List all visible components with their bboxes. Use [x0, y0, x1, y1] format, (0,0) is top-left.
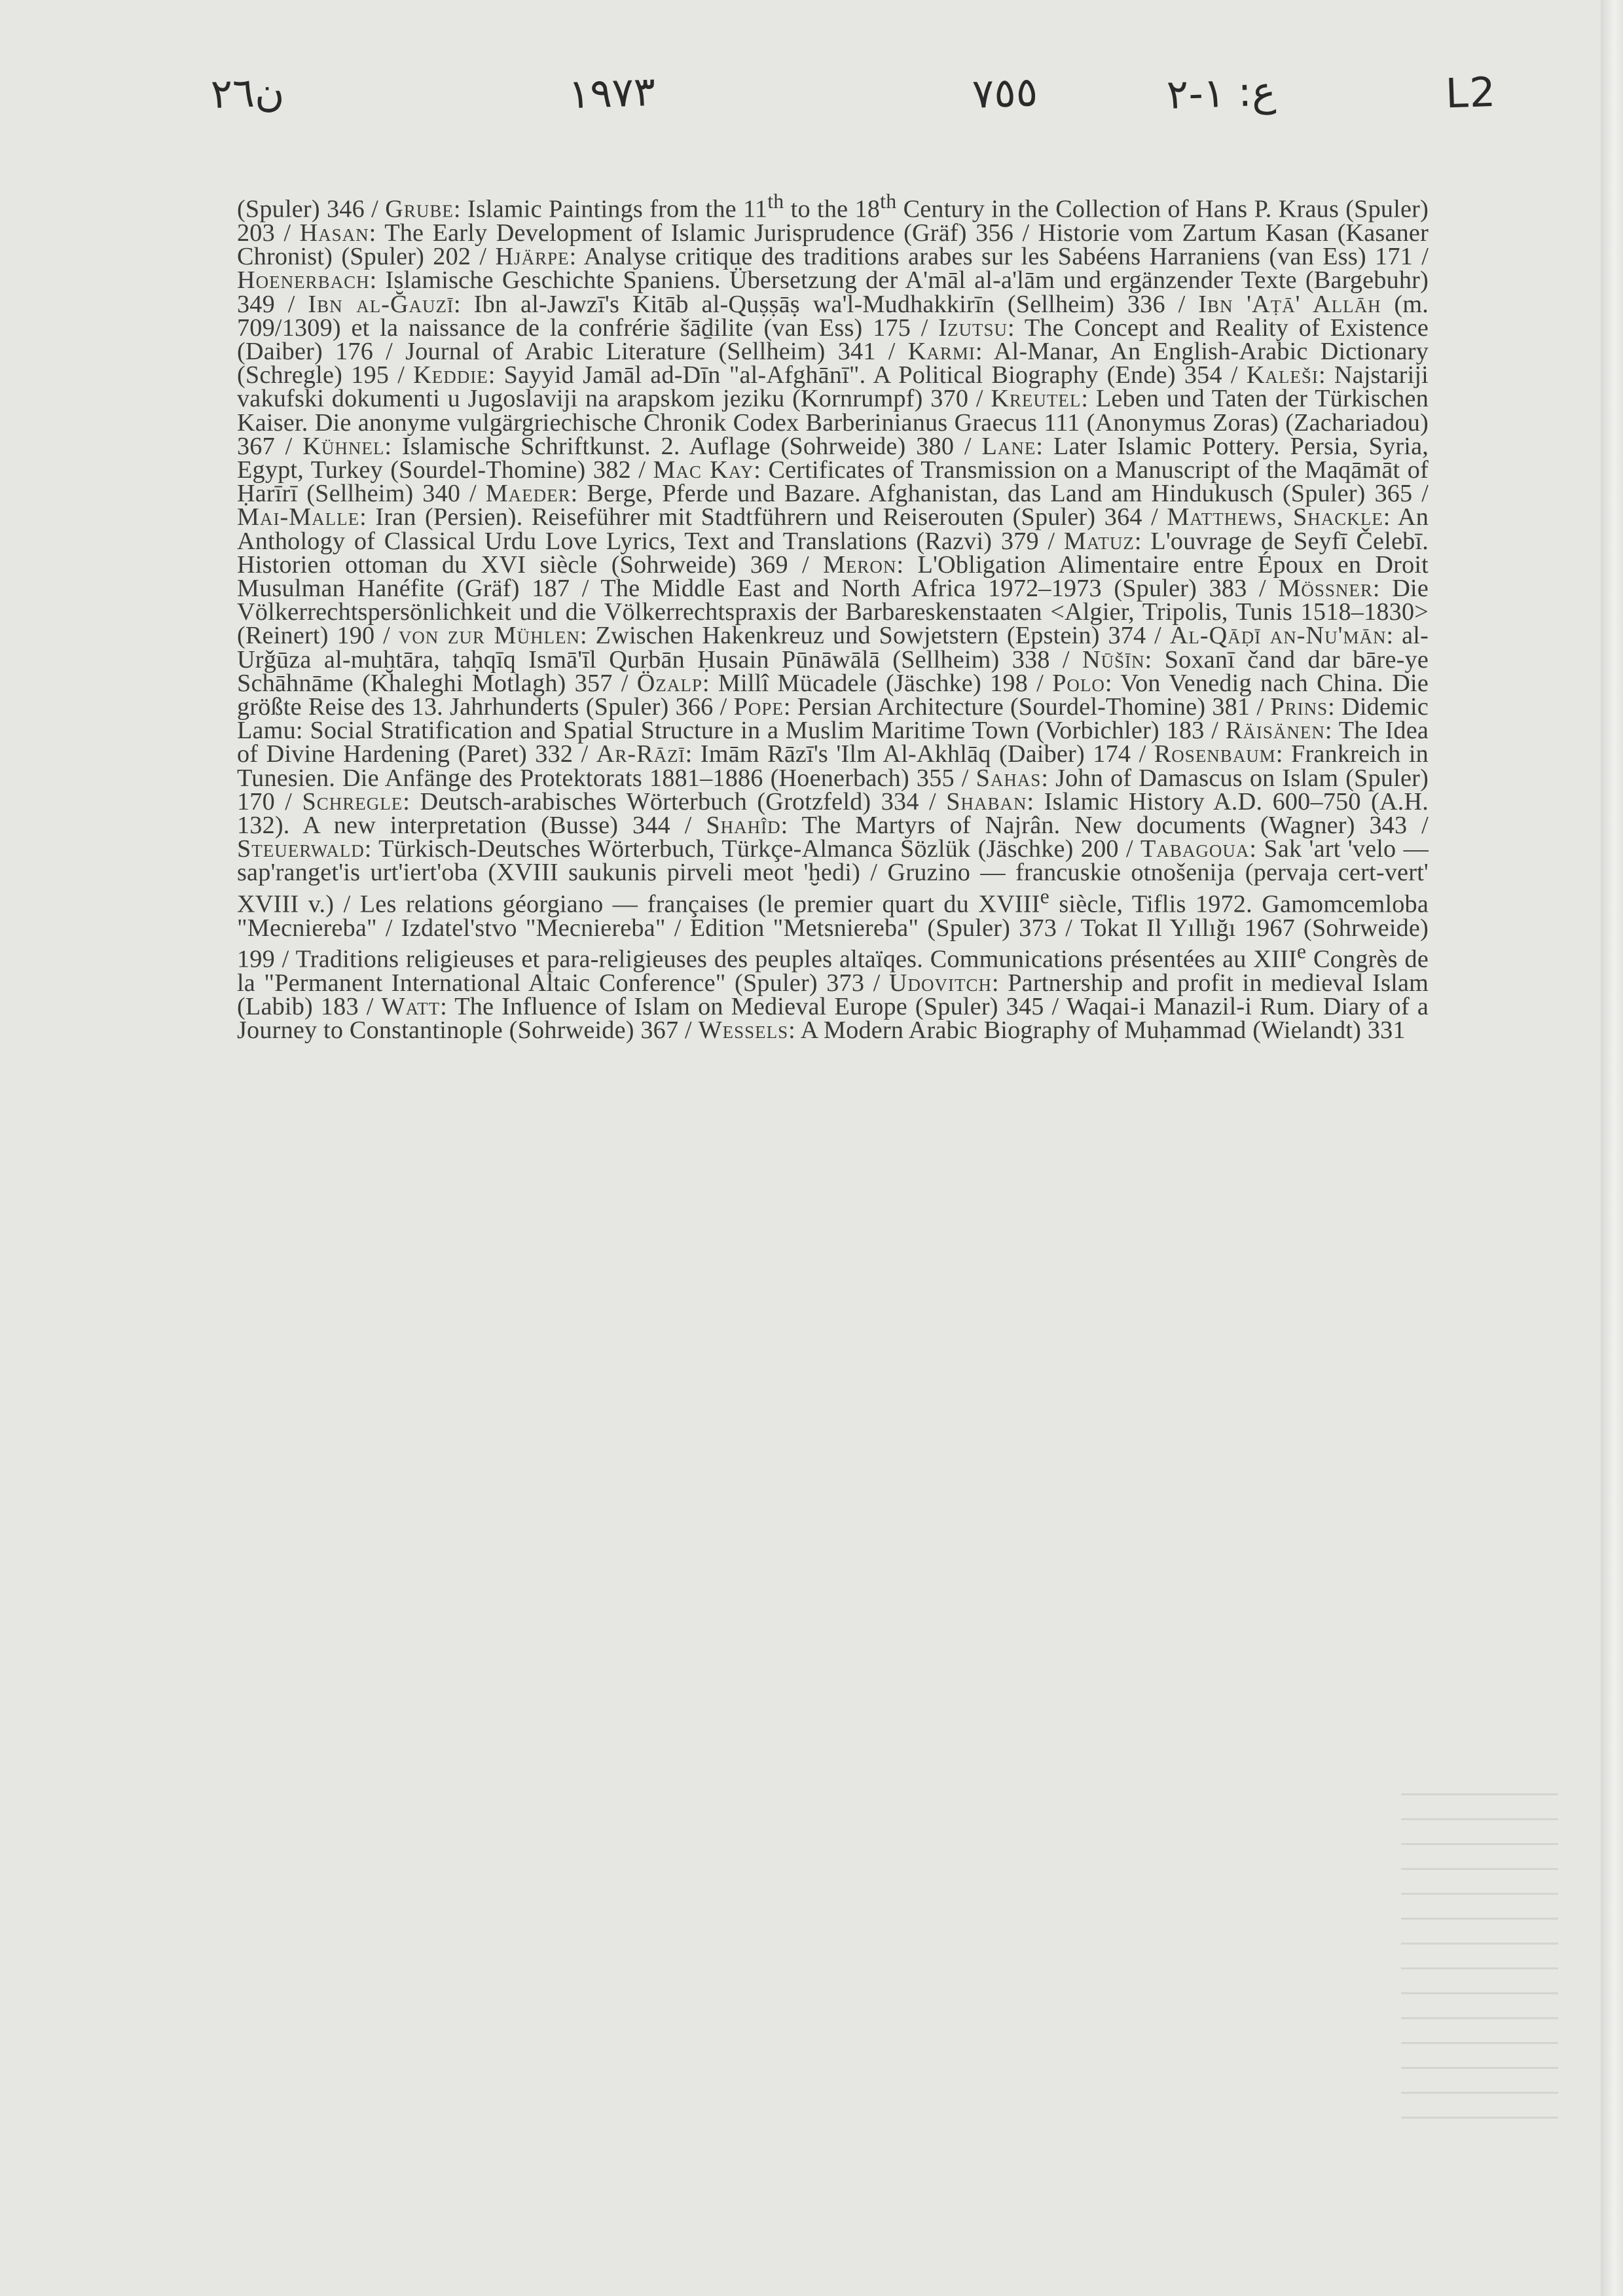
author-name: Hjärpe: [495, 243, 570, 271]
superscript: e: [1296, 939, 1307, 963]
author-name: Hasan: [299, 219, 369, 247]
author-name: Lane: [981, 432, 1036, 460]
entry-text: : The Idea of Divine Hardening (Paret) 332 /: [237, 717, 1429, 768]
author-name: Rosenbaum: [1154, 740, 1276, 768]
entry-text: : Iran (Persien). Reiseführer mit Stadtführern und Reiserouten (Spuler) 364 /: [359, 503, 1167, 531]
entry-text: Congrès de la "Permanent International Altaic Conference" (Spuler) 373 /: [237, 945, 1429, 997]
handwritten-annotations: [0, 69, 1623, 141]
author-name: Mai-Malle: [237, 503, 360, 531]
entry-text: : Islamic Paintings from the 11: [453, 195, 768, 223]
author-name: Maeder: [485, 480, 571, 508]
author-name: Tabagoua: [1140, 835, 1250, 863]
author-name: Ibn 'Aṭā' Allāh: [1198, 290, 1381, 318]
author-name: Izutsu: [938, 314, 1008, 342]
entry-text: : Imām Rāzī's 'Ilm Al-Akhlāq (Daiber) 174 /: [685, 740, 1154, 768]
author-name: Sahas: [976, 764, 1042, 792]
entry-text: : The Martyrs of Najrân. New documents (Wagner) 343 /: [780, 812, 1429, 840]
author-name: Watt: [381, 992, 441, 1020]
superscript: e: [1040, 884, 1049, 908]
author-name: Ibn al-Ğauzī: [308, 290, 454, 318]
author-name: Pope: [733, 693, 784, 721]
entry-text: : L'Obligation Alimentaire entre Époux en Droit Musulman Hanéfite (Gräf) 187 / The Middle East and North Africa 1972–1973 (Spuler) 383 /: [237, 550, 1429, 602]
entry-text: : Die Völkerrechtspersönlichkeit und die Völkerrechtspraxis der Barbareskenstaaten <Algier, Tripolis, Tunis 1518–1830> (Reinert) 190 /: [237, 574, 1429, 650]
author-name: Steuerwald: [237, 835, 365, 863]
author-name: Ar-Rāzī: [596, 740, 685, 768]
entry-text: : Zwischen Hakenkreuz und Sowjetstern (Epstein) 374 /: [580, 622, 1170, 650]
entry-text: : John of Damascus on Islam (Spuler) 170 /: [237, 764, 1429, 816]
entry-text: : al-Urǧūza al-muḫtāra, taḥqīq Ismā'īl Qurbān Ḥusain Pūnāwālā (Sellheim) 338 /: [237, 622, 1429, 673]
entry-text: : Najstariji vakufski dokumenti u Jugoslaviji na arapskom jeziku (Kornrumpf) 370 /: [237, 361, 1429, 413]
author-name: Al-Qāḍī an-Nu'mān: [1169, 622, 1387, 650]
author-name: Kühnel: [302, 432, 385, 460]
entry-text: : Persian Architecture (Sourdel-Thomine) 381 /: [783, 693, 1271, 721]
bleed-through-text: [1401, 1793, 1558, 2134]
page-edge: [1601, 0, 1623, 2296]
entry-text: : Deutsch-arabisches Wörterbuch (Grotzfeld) 334 /: [403, 787, 947, 816]
author-name: Karmi: [907, 337, 976, 365]
entry-text: : Berge, Pferde und Bazare. Afghanistan, das Land am Hindukusch (Spuler) 365 /: [570, 480, 1429, 508]
handwritten-note: L2: [1444, 67, 1498, 118]
entry-text: (m. 709/1309) et la naissance de la confrérie šāḏilite (van Ess) 175 /: [237, 290, 1429, 342]
entry-text: : L'ouvrage de Seyfī Čelebī. Historien ottoman du XVI siècle (Sohrweide) 369 /: [237, 527, 1429, 579]
author-name: Kaleši: [1246, 361, 1319, 389]
author-name: Matuz: [1063, 527, 1135, 555]
entry-text: : The Concept and Reality of Existence (Daiber) 176 / Journal of Arabic Literature (Sellheim) 341 /: [237, 314, 1429, 365]
handwritten-note: ع: ١-٢: [1165, 67, 1277, 118]
entry-text: : Türkisch-Deutsches Wörterbuch, Türkçe-Almanca Sözlük (Jäschke) 200 /: [364, 835, 1140, 863]
author-name: Udovitch: [888, 969, 992, 997]
entry-text: : Didemic Lamu: Social Stratification and Spatial Structure in a Muslim Maritime Town (Vorbichler) 183 /: [237, 693, 1429, 745]
author-name: Özalp: [636, 669, 702, 697]
entry-text: : Soxanī čand dar bāre-ye Schāhnāme (Khaleghi Motlagh) 357 /: [237, 645, 1429, 697]
entry-text: : Later Islamic Pottery. Persia, Syria, Egypt, Turkey (Sourdel-Thomine) 382 /: [237, 432, 1429, 484]
handwritten-note: ١٩٧٣: [567, 67, 657, 118]
author-name: von zur Mühlen: [398, 622, 580, 650]
author-name: Matthews, Shackle: [1167, 503, 1383, 531]
entry-text: : Islamische Geschichte Spaniens. Übersetzung der A'māl al-a'lām und ergänzender Texte (Bargebuhr) 349 /: [237, 266, 1429, 318]
author-name: Schregle: [302, 787, 403, 816]
entry-text: : Partnership and profit in medieval Islam (Labib) 183 /: [237, 969, 1429, 1020]
entry-text: : Certificates of Transmission on a Manuscript of the Maqāmāt of Ḥarīrī (Sellheim) 340 /: [237, 456, 1429, 508]
entry-text: : Sayyid Jamāl ad-Dīn "al-Afghānī". A Political Biography (Ende) 354 /: [488, 361, 1247, 389]
author-name: Kreutel: [991, 385, 1082, 413]
entry-text: to the 18: [784, 195, 881, 223]
author-name: Shahîd: [706, 812, 781, 840]
entry-text: : Islamische Schriftkunst. 2. Auflage (Sohrweide) 380 /: [384, 432, 982, 460]
entry-text: : Von Venedig nach China. Die größte Reise des 13. Jahrhunderts (Spuler) 366 /: [237, 669, 1429, 721]
entry-text: siècle, Tiflis 1972. Gamomcemloba "Mecniereba" / Izdatel'stvo "Mecniereba" / Edition "Metsniereba" (Spuler) 373 / Tokat Il Yıllığı 1967 (Sohrweide) 199 / Traditions religieuses et para-religieuses des peuples altaïqes. Communications présentées au XIII: [237, 890, 1429, 973]
index-paragraph: [237, 190, 1429, 1045]
entry-text: : Millî Mücadele (Jäschke) 198 /: [702, 669, 1053, 697]
entry-text: : Sak 'art 'velo — sap'ranget'is urt'iert'oba (XVIII saukunis pirveli meot 'ḫedi) / Gruzino — francuskie otnošenija (pervaja cert-vert' XVIII v.) / Les relations géorgiano — françaises (le premier quart du XVIII: [237, 835, 1429, 918]
superscript: th: [880, 190, 897, 213]
author-name: Räisänen: [1225, 717, 1325, 745]
entry-text: : Analyse critique des traditions arabes sur les Sabéens Harraniens (van Ess) 171 /: [569, 243, 1429, 271]
entry-text: : The Influence of Islam on Medieval Europe (Spuler) 345 / Waqai-i Manazil-i Rum. Diary of a Journey to Constantinople (Sohrweide) 367 /: [237, 992, 1429, 1045]
entry-text: : Ibn al-Jawzī's Kitāb al-Quṣṣāṣ wa'l-Mudhakkirīn (Sellheim) 336 /: [454, 290, 1199, 318]
entry-text: : Frankreich in Tunesien. Die Anfänge des Protektorats 1881–1886 (Hoenerbach) 355 /: [237, 740, 1429, 792]
superscript: th: [767, 190, 784, 213]
author-name: Prins: [1270, 693, 1328, 721]
author-name: Wessels: [698, 1016, 789, 1045]
author-name: Nūšīn: [1082, 645, 1145, 673]
author-name: Polo: [1052, 669, 1105, 697]
author-name: Mössner: [1278, 574, 1373, 602]
entry-text: : An Anthology of Classical Urdu Love Lyrics, Text and Translations (Razvi) 379 /: [237, 503, 1429, 555]
entry-text: : Al-Manar, An English-Arabic Dictionary (Schregle) 195 /: [237, 337, 1429, 389]
entry-text: : Leben und Taten der Türkischen Kaiser. Die anonyme vulgärgriechische Chronik Codex Barberinianus Graecus 111 (Anonymus Zoras) (Zachariadou) 367 /: [237, 385, 1429, 460]
author-name: Grube: [385, 195, 454, 223]
entry-text: (Spuler) 346 /: [237, 195, 386, 223]
entry-text: : A Modern Arabic Biography of Muḥammad (Wielandt) 331: [788, 1016, 1406, 1045]
author-name: Hoenerbach: [237, 266, 370, 295]
entry-text: : The Early Development of Islamic Jurisprudence (Gräf) 356 / Historie vom Zartum Kasan (Kasaner Chronist) (Spuler) 202 /: [237, 219, 1429, 271]
entry-text: : Islamic History A.D. 600–750 (A.H. 132). A new interpretation (Busse) 344 /: [237, 787, 1429, 840]
entry-text: Century in the Collection of Hans P. Kraus (Spuler) 203 /: [237, 195, 1429, 247]
handwritten-note: ن٢٦: [210, 67, 285, 118]
handwritten-note: ٧٥٥: [971, 67, 1039, 118]
author-name: Meron: [822, 550, 897, 579]
author-name: Mac Kay: [653, 456, 754, 484]
author-name: Shaban: [946, 787, 1027, 816]
author-name: Keddie: [413, 361, 488, 389]
